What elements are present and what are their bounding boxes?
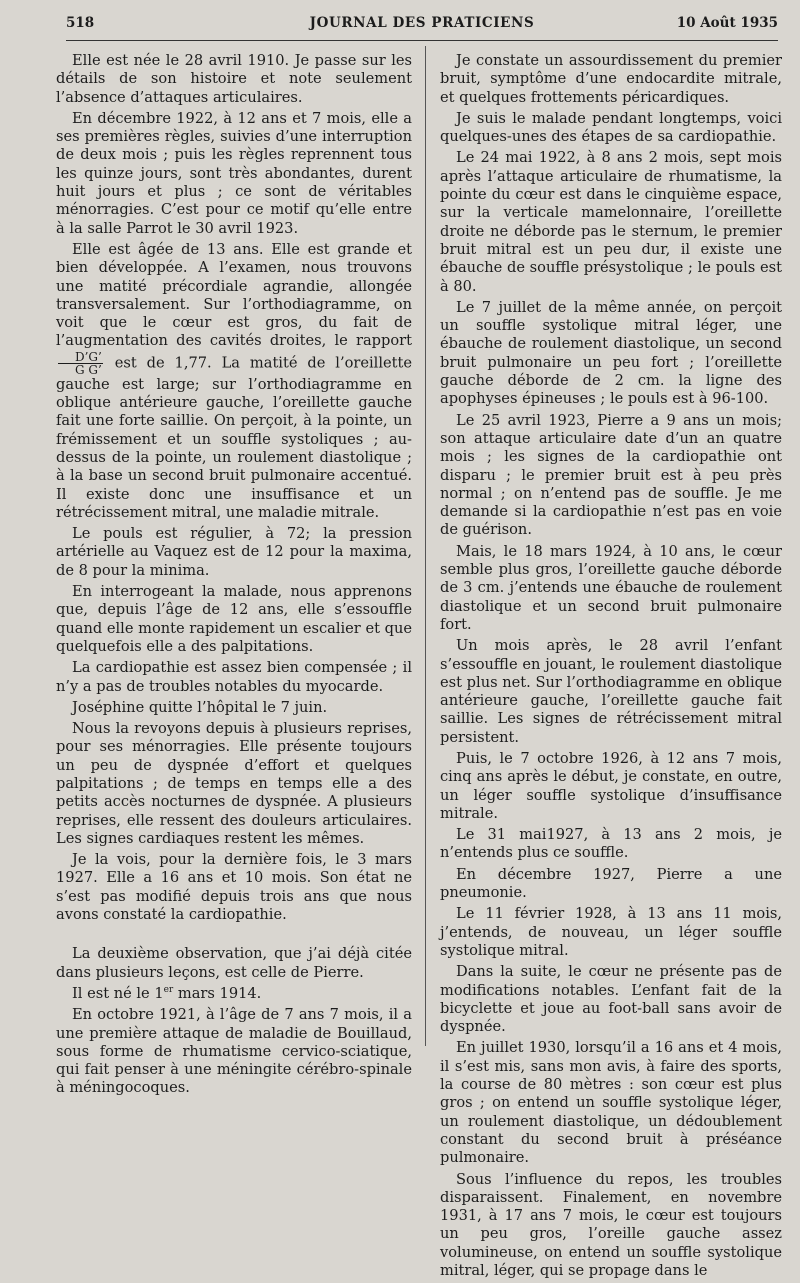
- paragraph: [56, 241, 412, 522]
- column-divider: [425, 46, 426, 1046]
- paragraph: Elle est née le 28 avril 1910. Je passe sur les détails de son histoire et note seulement l’absence d’attaques articulaires.: [56, 52, 412, 106]
- paragraph: Dans la suite, le cœur ne présente pas de modifications notables. L’enfant fait de la bicyclette et joue au foot-ball sans avoir de dyspnée.: [440, 963, 782, 1036]
- fraction-denominator: G G’: [75, 362, 102, 377]
- left-column: [56, 52, 412, 1101]
- text-run: Il est né le 1: [72, 984, 164, 1002]
- paragraph: En décembre 1922, à 12 ans et 7 mois, elle a ses premières règles, suivies d’une interruption de deux mois ; puis les règles reprennent tous les quinze jours, sont très abondantes, durent huit jours et plus ; ce sont de véritables ménorragies. C’est pour ce motif qu’elle entre à la salle Parrot le 30 avril 1923.: [56, 109, 412, 237]
- paragraph: Le 7 juillet de la même année, on perçoit un souffle systolique mitral léger, une ébauche de roulement diastolique, un second bruit pulmonaire un peu fort ; l’oreillette gauche déborde de 2 cm. la ligne des apophyses épineuses ; le pouls est à 96-100.: [440, 298, 782, 408]
- paragraph: Joséphine quitte l’hôpital le 7 juin.: [72, 698, 328, 716]
- paragraph: [56, 985, 412, 1003]
- paragraph: Le 25 avril 1923, Pierre a 9 ans un mois; son attaque articulaire date d’un an quatre mois ; les signes de la cardiopathie ont disparu ; le premier bruit est à peu près normal ; on n’entend pas de souffle. Je me demande si la cardiopathie n’est pas en voie de guérison.: [440, 411, 782, 539]
- superscript: er: [163, 985, 174, 996]
- paragraph: Sous l’influence du repos, les troubles disparaissent. Finalement, en novembre 1931, à 17 ans 7 mois, le cœur est toujours un peu gros, l’oreille gauche assez volumineuse, on entend un souffle systolique mitral, léger, qui se propage dans le: [440, 1170, 782, 1279]
- paragraph: Le 31 mai1927, à 13 ans 2 mois, je n’entends plus ce souffle.: [440, 826, 782, 862]
- paragraph: Puis, le 7 octobre 1926, à 12 ans 7 mois, cinq ans après le début, je constate, en outre, un léger souffle systolique d’insuffisance mitrale.: [440, 749, 782, 822]
- paragraph: En octobre 1921, à l’âge de 7 ans 7 mois, il a une première attaque de maladie de Bouillaud, sous forme de rhumatisme cervico-sciatique, qui fait penser à une méningite cérébro-spinale à méningocoques.: [56, 1006, 412, 1097]
- paragraph: Le 11 février 1928, à 13 ans 11 mois, j’entends, de nouveau, un léger souffle systolique mitral.: [440, 905, 782, 959]
- header-rule: [66, 40, 778, 41]
- paragraph: Je la vois, pour la dernière fois, le 3 mars 1927. Elle a 16 ans et 10 mois. Son état ne s’est pas modifié depuis trois ans que nous avons constaté la cardiopathie.: [56, 851, 412, 924]
- journal-title: JOURNAL DES PRATICIENS: [309, 15, 535, 31]
- paragraph: En interrogeant la malade, nous apprenons que, depuis l’âge de 12 ans, elle s’essouffle quand elle monte rapidement un escalier et que quelquefois elle a des palpitations.: [56, 583, 412, 655]
- paragraph: Un mois après, le 28 avril l’enfant s’essouffle en jouant, le roulement diastolique est plus net. Sur l’orthodiagramme en oblique antérieure gauche, l’oreillette gauche fait saillie. Les signes de rétrécissement mitral persistent.: [440, 637, 782, 746]
- fraction-numerator: D’G’: [58, 351, 103, 364]
- paragraph: Nous la revoyons depuis à plusieurs reprises, pour ses ménorragies. Elle présente toujours un peu de dyspnée d’effort et quelques palpitations ; de temps en temps elle a des petits accès nocturnes de dyspnée. A plusieurs reprises, elle ressent des douleurs articulaires. Les signes cardiaques restent les mêmes.: [56, 720, 412, 847]
- paragraph: En décembre 1927, Pierre a une pneumonie.: [440, 865, 782, 902]
- text-run: est de 1,77. La matité de l’oreillette gauche est large; sur l’orthodiagramme en oblique antérieure gauche, l’oreillette gauche fait une forte saillie. On perçoit, à la pointe, un frémissement et un souffle systoliques ; au-dessus de la pointe, un roulement diastolique ; à la base un second bruit pulmonaire accentué. Il existe donc une insuffisance et un rétrécissement mitral, une maladie mitrale.: [56, 354, 412, 521]
- issue-date: 10 Août 1935: [676, 15, 778, 31]
- text-run: mars 1914.: [173, 984, 262, 1002]
- page-number: 518: [66, 15, 95, 31]
- paragraph: Je constate un assourdissement du premier bruit, symptôme d’une endocardite mitrale, et quelques frottements péricardiques.: [440, 52, 782, 106]
- paragraph: Je suis le malade pendant longtemps, voici quelques-unes des étapes de sa cardiopathie.: [440, 109, 782, 146]
- paragraph: Le 24 mai 1922, à 8 ans 2 mois, sept mois après l’attaque articulaire de rhumatisme, la pointe du cœur est dans le cinquième espace, sur la verticale mamelonnaire, l’oreillette droite ne déborde pas le sternum, le premier bruit mitral est un peu dur, il existe une ébauche de souffle présystolique ; le pouls est à 80.: [440, 149, 782, 295]
- paragraph: La cardiopathie est assez bien compensée ; il n’y a pas de troubles notables du myocarde.: [56, 659, 412, 695]
- paragraph: En juillet 1930, lorsqu’il a 16 ans et 4 mois, il s’est mis, sans mon avis, à faire des sports, la course de 80 mètres : son cœur est plus gros ; on entend un souffle systolique léger, un roulement diastolique, un dédoublement constant du second bruit à préséance pulmonaire.: [440, 1039, 782, 1167]
- page-header: [66, 15, 778, 39]
- right-column: [440, 52, 782, 1283]
- text-run: Elle est âgée de 13 ans. Elle est grande et bien développée. A l’examen, nous trouvons une matité précordiale agrandie, allongée transversalement. Sur l’orthodiagramme, on voit que le cœur est gros, du fait de l’augmentation des cavités droites, le rapport: [56, 240, 412, 350]
- paragraph: La deuxième observation, que j’ai déjà citée dans plusieurs leçons, est celle de Pierre.: [56, 945, 412, 981]
- paragraph: Le pouls est régulier, à 72; la pression artérielle au Vaquez est de 12 pour la maxima, de 8 pour la minima.: [56, 525, 412, 579]
- paragraph: Mais, le 18 mars 1924, à 10 ans, le cœur semble plus gros, l’oreillette gauche déborde de 3 cm. j’entends une ébauche de roulement diastolique et un second bruit pulmonaire fort.: [440, 542, 782, 633]
- ratio-fraction: [58, 351, 103, 376]
